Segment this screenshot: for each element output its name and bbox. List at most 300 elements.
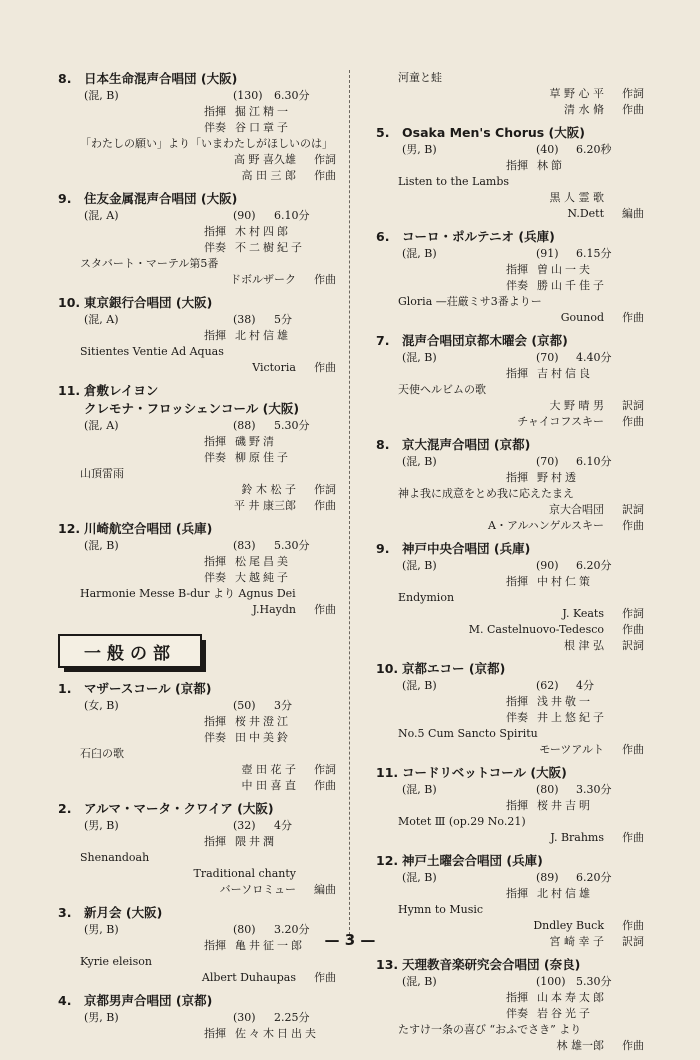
- voice-category: (男, B): [402, 143, 437, 156]
- credit-name: バーソロミュー: [219, 883, 296, 896]
- right-entries: [376, 124, 644, 1060]
- performer-row: [376, 366, 644, 382]
- song-title: Hymn to Music: [398, 903, 484, 916]
- entry-meta-row: [376, 974, 644, 990]
- credit-name: 黒 人 霊 歌: [549, 191, 604, 204]
- choir-title: [376, 660, 644, 678]
- entry-meta-row: [58, 698, 336, 714]
- voice-category: (混, B): [84, 539, 119, 552]
- credit-role: 作曲: [314, 779, 336, 792]
- choir-name: 住友金属混声合唱団 (大阪): [84, 191, 238, 206]
- song-title: 河童と蛙: [398, 71, 442, 84]
- song-title: Kyrie eleison: [80, 955, 152, 968]
- entry-number: 13.: [376, 957, 399, 972]
- choir-title: [376, 436, 644, 454]
- member-count: (62): [536, 679, 559, 692]
- performer-row: [376, 262, 644, 278]
- member-count: (40): [536, 143, 559, 156]
- performer-name: 北村信雄: [235, 329, 291, 342]
- entry-meta-row: [58, 88, 336, 104]
- entry-meta-row: [376, 246, 644, 262]
- performer-role: 指揮: [506, 887, 528, 900]
- credit-name: 高 田 三 郎: [241, 169, 296, 182]
- member-count: (32): [233, 819, 256, 832]
- credit-row: [58, 970, 336, 986]
- choir-title: [376, 332, 644, 350]
- choir-name: 混声合唱団京都木曜会 (京都): [402, 333, 568, 348]
- choir-entry: [376, 124, 644, 228]
- choir-entry: [376, 540, 644, 660]
- credit-role: 作曲: [622, 311, 644, 324]
- credit-name: N.Dett: [567, 207, 604, 220]
- credit-role: 作曲: [622, 919, 644, 932]
- performer-row: [376, 1006, 644, 1022]
- entry-meta-row: [376, 870, 644, 886]
- credit-name: 平 井 康三郎: [234, 499, 296, 512]
- member-count: (83): [233, 539, 256, 552]
- performer-row: [58, 240, 336, 256]
- credit-role: 作曲: [314, 603, 336, 616]
- duration: 3分: [274, 699, 292, 712]
- credit-name: 京大合唱団: [549, 503, 604, 516]
- credit-row: [58, 778, 336, 794]
- song-title-row: [58, 136, 336, 152]
- credit-row: [58, 882, 336, 898]
- performer-role: 伴奏: [506, 1007, 528, 1020]
- choir-title: [376, 852, 644, 870]
- entry-meta-row: [58, 818, 336, 834]
- choir-entry: [376, 70, 644, 124]
- choir-entry: [58, 680, 336, 800]
- duration: 4分: [274, 819, 292, 832]
- voice-category: (混, B): [402, 455, 437, 468]
- credit-row: [58, 762, 336, 778]
- member-count: (89): [536, 871, 559, 884]
- choir-title: [58, 382, 336, 400]
- choir-entry: [376, 332, 644, 436]
- duration: 6.10分: [576, 455, 612, 468]
- duration: 6.20分: [576, 559, 612, 572]
- credit-role: 訳詞: [622, 503, 644, 516]
- choir-entry: [58, 382, 336, 520]
- choir-entry: [58, 294, 336, 382]
- performer-row: [376, 694, 644, 710]
- song-title-row: [58, 746, 336, 762]
- performer-name: 曽山一夫: [537, 263, 593, 276]
- performer-name: 勝山千佳子: [537, 279, 607, 292]
- member-count: (30): [233, 1011, 256, 1024]
- credit-name: 清 水 脩: [564, 103, 604, 116]
- song-title-row: [376, 382, 644, 398]
- credit-row: [376, 742, 644, 758]
- voice-category: (混, B): [402, 559, 437, 572]
- member-count: (90): [536, 559, 559, 572]
- section-title: 一般の部: [84, 644, 176, 664]
- performer-name: 中村仁策: [537, 575, 593, 588]
- voice-category: (男, B): [84, 819, 119, 832]
- credit-role: 作曲: [314, 361, 336, 374]
- voice-category: (混, B): [402, 783, 437, 796]
- credit-name: 鈴 木 松 子: [241, 483, 296, 496]
- choir-name: 天理教音楽研究会合唱団 (奈良): [402, 957, 581, 972]
- performer-role: 指揮: [506, 575, 528, 588]
- performer-name: 岩谷光子: [537, 1007, 593, 1020]
- duration: 6.20秒: [576, 143, 612, 156]
- performer-row: [376, 886, 644, 902]
- credit-row: [376, 414, 644, 430]
- duration: 3.30分: [576, 783, 612, 796]
- entry-number: 6.: [376, 229, 390, 244]
- song-title-row: [58, 586, 336, 602]
- choir-name: 日本生命混声合唱団 (大阪): [84, 71, 238, 86]
- voice-category: (混, A): [84, 209, 119, 222]
- song-title-row: [58, 344, 336, 360]
- entry-meta-row: [58, 312, 336, 328]
- performer-role: 指揮: [506, 159, 528, 172]
- song-title-row: [376, 902, 644, 918]
- performer-role: 伴奏: [204, 241, 226, 254]
- song-title: No.5 Cum Sancto Spiritu: [398, 727, 538, 740]
- duration: 6.30分: [274, 89, 310, 102]
- credit-name: J.Haydn: [252, 603, 296, 616]
- member-count: (130): [233, 89, 263, 102]
- member-count: (70): [536, 351, 559, 364]
- credit-role: 作詞: [622, 87, 644, 100]
- choir-name: Osaka Men's Chorus (大阪): [402, 125, 585, 140]
- credit-row: [376, 622, 644, 638]
- credit-role: 作曲: [622, 743, 644, 756]
- credit-role: 訳詞: [622, 399, 644, 412]
- entry-number: 8.: [58, 71, 72, 86]
- performer-row: [58, 120, 336, 136]
- song-title: 天使ヘルビムの歌: [398, 383, 486, 396]
- performer-role: 伴奏: [204, 571, 226, 584]
- entry-number: 7.: [376, 333, 390, 348]
- performer-name: 木村四郎: [235, 225, 291, 238]
- voice-category: (混, B): [402, 871, 437, 884]
- duration: 6.10分: [274, 209, 310, 222]
- entry-meta-row: [58, 208, 336, 224]
- credit-role: 作曲: [622, 519, 644, 532]
- performer-role: 伴奏: [204, 121, 226, 134]
- duration: 4分: [576, 679, 594, 692]
- credit-role: 作曲: [622, 103, 644, 116]
- duration: 6.20分: [576, 871, 612, 884]
- performer-row: [58, 570, 336, 586]
- page-number: — 3 —: [324, 931, 376, 949]
- credit-row: [376, 190, 644, 206]
- credit-name: Gounod: [560, 311, 604, 324]
- choir-title: [376, 540, 644, 558]
- performer-row: [58, 554, 336, 570]
- choir-title: [58, 800, 336, 818]
- performer-role: 伴奏: [506, 711, 528, 724]
- credit-name: Victoria: [252, 361, 296, 374]
- entry-meta-row: [58, 1010, 336, 1026]
- choir-name: 東京銀行合唱団 (大阪): [84, 295, 213, 310]
- performer-row: [58, 224, 336, 240]
- credit-role: 編曲: [314, 883, 336, 896]
- entry-number: 12.: [58, 521, 81, 536]
- choir-entry: [376, 764, 644, 852]
- choir-name: 神戸土曜会合唱団 (兵庫): [402, 853, 543, 868]
- entry-number: 10.: [58, 295, 81, 310]
- performer-name: 野村透: [537, 471, 579, 484]
- performer-name: 掘江精一: [235, 105, 291, 118]
- choir-entry: [58, 520, 336, 624]
- credit-name: ドボルザーク: [230, 273, 296, 286]
- choir-entry: [376, 436, 644, 540]
- entry-number: 9.: [376, 541, 390, 556]
- song-title-row: [376, 294, 644, 310]
- entry-number: 11.: [58, 383, 81, 398]
- choir-name: コーロ・ポルテニオ (兵庫): [402, 229, 555, 244]
- member-count: (80): [536, 783, 559, 796]
- column-divider: [349, 70, 350, 940]
- choir-title: [376, 956, 644, 974]
- song-title: Harmonie Messe B-dur より Agnus Dei: [80, 587, 296, 600]
- choir-title: [58, 992, 336, 1010]
- performer-row: [58, 328, 336, 344]
- performer-role: 指揮: [204, 225, 226, 238]
- credit-role: 作詞: [314, 153, 336, 166]
- duration: 5.30分: [576, 975, 612, 988]
- choir-entry: [58, 992, 336, 1048]
- performer-role: 指揮: [204, 329, 226, 342]
- entry-meta-row: [376, 142, 644, 158]
- performer-row: [376, 470, 644, 486]
- choir-title: [58, 190, 336, 208]
- entry-meta-row: [376, 350, 644, 366]
- song-title: Listen to the Lambs: [398, 175, 510, 188]
- choir-name: 京都男声合唱団 (京都): [84, 993, 213, 1008]
- song-title-row: [58, 256, 336, 272]
- performer-name: 桜井澄江: [235, 715, 291, 728]
- choir-title: [376, 228, 644, 246]
- song-title-row: [376, 1022, 644, 1038]
- song-title: 石臼の歌: [80, 747, 124, 760]
- choir-entry: [376, 956, 644, 1060]
- duration: 6.15分: [576, 247, 612, 260]
- credit-role: 作詞: [622, 607, 644, 620]
- choir-title: [376, 124, 644, 142]
- member-count: (70): [536, 455, 559, 468]
- performer-role: 指揮: [204, 435, 226, 448]
- voice-category: (混, B): [402, 247, 437, 260]
- song-title: 「わたしの願い」より「いまわたしがほしいのは」: [80, 137, 333, 150]
- performer-role: 伴奏: [204, 731, 226, 744]
- credit-row: [58, 602, 336, 618]
- performer-role: 指揮: [204, 555, 226, 568]
- performer-role: 指揮: [506, 367, 528, 380]
- voice-category: (混, B): [84, 89, 119, 102]
- credit-row: [58, 866, 336, 882]
- song-title-row: [58, 954, 336, 970]
- entry-meta-row: [376, 782, 644, 798]
- duration: 2.25分: [274, 1011, 310, 1024]
- choir-name: 新月会 (大阪): [84, 905, 163, 920]
- credit-row: [58, 152, 336, 168]
- song-title: 神よ我に成意をとめ我に応えたまえ: [398, 487, 574, 500]
- credit-role: 訳詞: [622, 639, 644, 652]
- right-column: [376, 70, 644, 1060]
- performer-name: 谷口章子: [235, 121, 291, 134]
- performer-name: 柳原佳子: [235, 451, 291, 464]
- credit-role: 作曲: [622, 623, 644, 636]
- section-header-box: [58, 634, 202, 668]
- credit-role: 編曲: [622, 207, 644, 220]
- entry-number: 4.: [58, 993, 72, 1008]
- duration: 5.30分: [274, 419, 310, 432]
- song-title: 山頂雷雨: [80, 467, 124, 480]
- performer-name: 桜井吉明: [537, 799, 593, 812]
- credit-name: 高 野 喜久雄: [234, 153, 296, 166]
- entry-spacer: [376, 1054, 644, 1060]
- credit-name: Traditional chanty: [193, 867, 296, 880]
- credit-row: [376, 86, 644, 102]
- entry-spacer: [58, 618, 336, 624]
- choir-entry: [58, 800, 336, 904]
- credit-role: 訳詞: [622, 935, 644, 948]
- performer-name: 井上悠紀子: [537, 711, 607, 724]
- credit-row: [376, 1038, 644, 1054]
- credit-name: Albert Duhaupas: [201, 971, 296, 984]
- performer-row: [376, 574, 644, 590]
- credit-role: 作曲: [314, 499, 336, 512]
- entry-number: 1.: [58, 681, 72, 696]
- performer-name: 松尾昌美: [235, 555, 291, 568]
- song-title-row: [376, 174, 644, 190]
- credit-name: 林 雄一郎: [556, 1039, 604, 1052]
- entry-number: 3.: [58, 905, 72, 920]
- credit-role: 作曲: [314, 971, 336, 984]
- choir-name: コードリベットコール (大阪): [402, 765, 567, 780]
- choir-name: アルマ・マータ・クワイア (大阪): [84, 801, 274, 816]
- credit-role: 作曲: [622, 831, 644, 844]
- performer-row: [58, 730, 336, 746]
- song-title-row: [58, 850, 336, 866]
- performer-row: [376, 798, 644, 814]
- song-title: Sitientes Ventie Ad Aquas: [80, 345, 224, 358]
- credit-name: J. Brahms: [550, 831, 604, 844]
- credit-role: 作曲: [314, 169, 336, 182]
- credit-name: 大 野 晴 男: [549, 399, 604, 412]
- credit-row: [376, 830, 644, 846]
- entry-number: 8.: [376, 437, 390, 452]
- credit-row: [376, 638, 644, 654]
- duration: 3.20分: [274, 923, 310, 936]
- performer-role: 指揮: [506, 991, 528, 1004]
- performer-row: [376, 990, 644, 1006]
- voice-category: (男, B): [84, 923, 119, 936]
- choir-entry: [58, 70, 336, 190]
- entry-number: 5.: [376, 125, 390, 140]
- voice-category: (混, B): [402, 351, 437, 364]
- performer-role: 指揮: [204, 939, 226, 952]
- performer-role: 伴奏: [506, 279, 528, 292]
- credit-name: A・アルハンゲルスキー: [488, 519, 604, 532]
- credit-row: [376, 310, 644, 326]
- credit-name: 中 田 喜 直: [241, 779, 296, 792]
- left-entries-b: [58, 680, 336, 1048]
- choir-name: マザースコール (京都): [84, 681, 212, 696]
- song-title: たすけ一条の喜び “おふでさき” より: [398, 1023, 582, 1036]
- credit-name: 草 野 心 平: [549, 87, 604, 100]
- credit-role: 作詞: [314, 763, 336, 776]
- voice-category: (混, B): [402, 975, 437, 988]
- credit-role: 作詞: [314, 483, 336, 496]
- song-title: Shenandoah: [80, 851, 150, 864]
- voice-category: (混, B): [402, 679, 437, 692]
- credit-row: [58, 498, 336, 514]
- credit-role: 作曲: [622, 1039, 644, 1052]
- member-count: (50): [233, 699, 256, 712]
- performer-name: 磯野清: [235, 435, 277, 448]
- performer-role: 指揮: [506, 263, 528, 276]
- left-entries-a: [58, 70, 336, 624]
- voice-category: (男, B): [84, 1011, 119, 1024]
- performer-name: 北村信雄: [537, 887, 593, 900]
- entry-spacer: [58, 1042, 336, 1048]
- entry-number: 9.: [58, 191, 72, 206]
- performer-row: [58, 104, 336, 120]
- performer-name: 浅井敬一: [537, 695, 593, 708]
- performer-name: 佐々木日出夫: [235, 1027, 319, 1040]
- performer-role: 指揮: [506, 471, 528, 484]
- carry-over-block: [376, 70, 644, 124]
- performer-name: 山本寿太郎: [537, 991, 607, 1004]
- credit-row: [376, 606, 644, 622]
- credit-row: [58, 360, 336, 376]
- credit-row: [58, 482, 336, 498]
- credit-row: [376, 398, 644, 414]
- song-title: Motet Ⅲ (op.29 No.21): [398, 815, 526, 828]
- duration: 4.40分: [576, 351, 612, 364]
- entry-meta-row: [376, 678, 644, 694]
- credit-row: [58, 168, 336, 184]
- performer-row: [376, 158, 644, 174]
- entry-number: 11.: [376, 765, 399, 780]
- choir-title: [58, 294, 336, 312]
- credit-row: [58, 272, 336, 288]
- credit-row: [376, 102, 644, 118]
- voice-category: (混, A): [84, 419, 119, 432]
- choir-title: [58, 70, 336, 88]
- member-count: (88): [233, 419, 256, 432]
- performer-row: [376, 710, 644, 726]
- credit-name: J. Keats: [562, 607, 604, 620]
- left-column: [58, 70, 336, 1048]
- song-title-row: [58, 466, 336, 482]
- performer-role: 指揮: [204, 1027, 226, 1040]
- member-count: (38): [233, 313, 256, 326]
- entry-meta-row: [376, 454, 644, 470]
- choir-title: [58, 680, 336, 698]
- choir-name: 京都エコー (京都): [402, 661, 506, 676]
- performer-name: 吉村信良: [537, 367, 593, 380]
- entry-number: 10.: [376, 661, 399, 676]
- credit-name: チャイコフスキー: [517, 415, 604, 428]
- entry-meta-row: [58, 418, 336, 434]
- credit-role: 作曲: [622, 415, 644, 428]
- entry-meta-row: [376, 558, 644, 574]
- entry-number: 12.: [376, 853, 399, 868]
- song-title: Endymion: [398, 591, 455, 604]
- performer-name: 田中美鈴: [235, 731, 291, 744]
- performer-name: 亀井征一郎: [235, 939, 305, 952]
- performer-row: [376, 278, 644, 294]
- credit-row: [376, 502, 644, 518]
